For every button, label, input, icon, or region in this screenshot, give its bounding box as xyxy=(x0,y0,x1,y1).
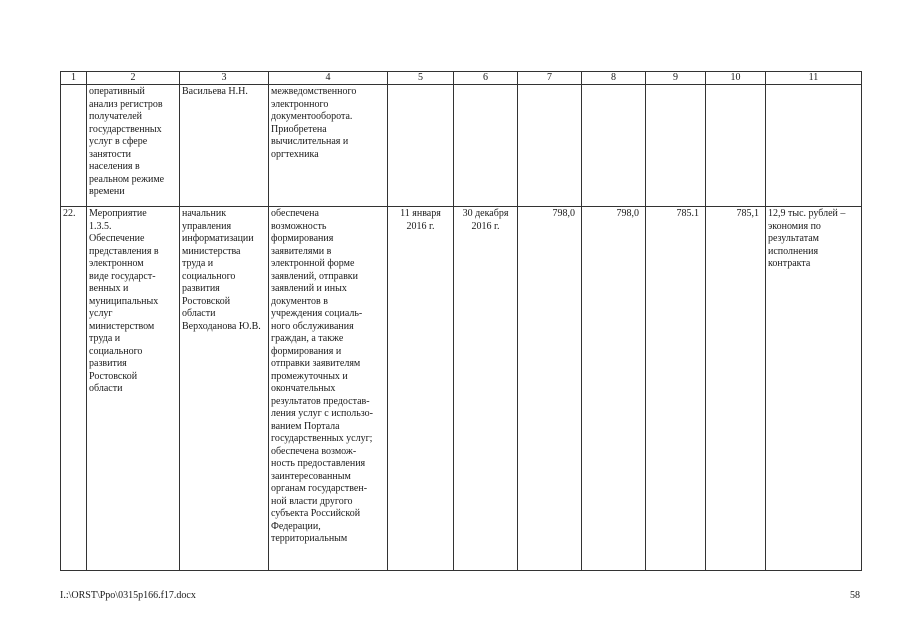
responsible-cell: начальник управления информатизации министерства труда и социального развития Ростовской области Верходанова Ю.В. xyxy=(180,207,269,571)
table-row xyxy=(61,85,862,207)
column-header: 1 xyxy=(61,72,87,85)
column-header: 6 xyxy=(454,72,518,85)
amount-cell xyxy=(706,85,766,207)
result-cell: межведомственного электронного документооборота. Приобретена вычислительная и оргтехника xyxy=(269,85,388,207)
column-header: 5 xyxy=(388,72,454,85)
column-header: 7 xyxy=(518,72,582,85)
row-number-cell: 22. xyxy=(61,207,87,571)
activity-cell: Мероприятие 1.3.5. Обеспечение представления в электронном виде государст- венных и муниципальных услуг министерством труда и социального развития Ростовской области xyxy=(87,207,180,571)
amount-cell xyxy=(582,85,646,207)
amount-cell: 785.1 xyxy=(646,207,706,571)
table-row xyxy=(61,207,862,571)
note-cell: 12,9 тыс. рублей – экономия по результатам исполнения контракта xyxy=(766,207,862,571)
note-cell xyxy=(766,85,862,207)
amount-cell: 798,0 xyxy=(518,207,582,571)
start-date-cell: 11 января 2016 г. xyxy=(388,207,454,571)
column-header: 2 xyxy=(87,72,180,85)
end-date-cell xyxy=(454,85,518,207)
header-row xyxy=(61,72,862,85)
file-path: I.:\ORST\Ppo\0315p166.f17.docx xyxy=(60,590,196,601)
responsible-cell: Васильева Н.Н. xyxy=(180,85,269,207)
column-header: 9 xyxy=(646,72,706,85)
column-header: 10 xyxy=(706,72,766,85)
result-cell: обеспечена возможность формирования заявителями в электронной форме заявлений, отправки заявлений и иных документов в учреждения социаль- ного обслуживания граждан, а также формирования и отправки заявителям промежуточных и окончательных результатов предостав- ления услуг с использо- ванием Портала государственных услуг; обеспечена возмож- ность предоставления заинтересованным органам государствен- ной власти другого субъекта Российской Федерации, территориальным xyxy=(269,207,388,571)
amount-cell xyxy=(646,85,706,207)
main-table xyxy=(60,71,862,571)
end-date-cell: 30 декабря 2016 г. xyxy=(454,207,518,571)
column-header: 4 xyxy=(269,72,388,85)
column-header: 11 xyxy=(766,72,862,85)
column-header: 8 xyxy=(582,72,646,85)
activity-cell: оперативный анализ регистров получателей государственных услуг в сфере занятости населения в реальном режиме времени xyxy=(87,85,180,207)
column-header: 3 xyxy=(180,72,269,85)
amount-cell: 785,1 xyxy=(706,207,766,571)
amount-cell xyxy=(518,85,582,207)
amount-cell: 798,0 xyxy=(582,207,646,571)
row-number-cell xyxy=(61,85,87,207)
page-number: 58 xyxy=(850,590,860,601)
start-date-cell xyxy=(388,85,454,207)
